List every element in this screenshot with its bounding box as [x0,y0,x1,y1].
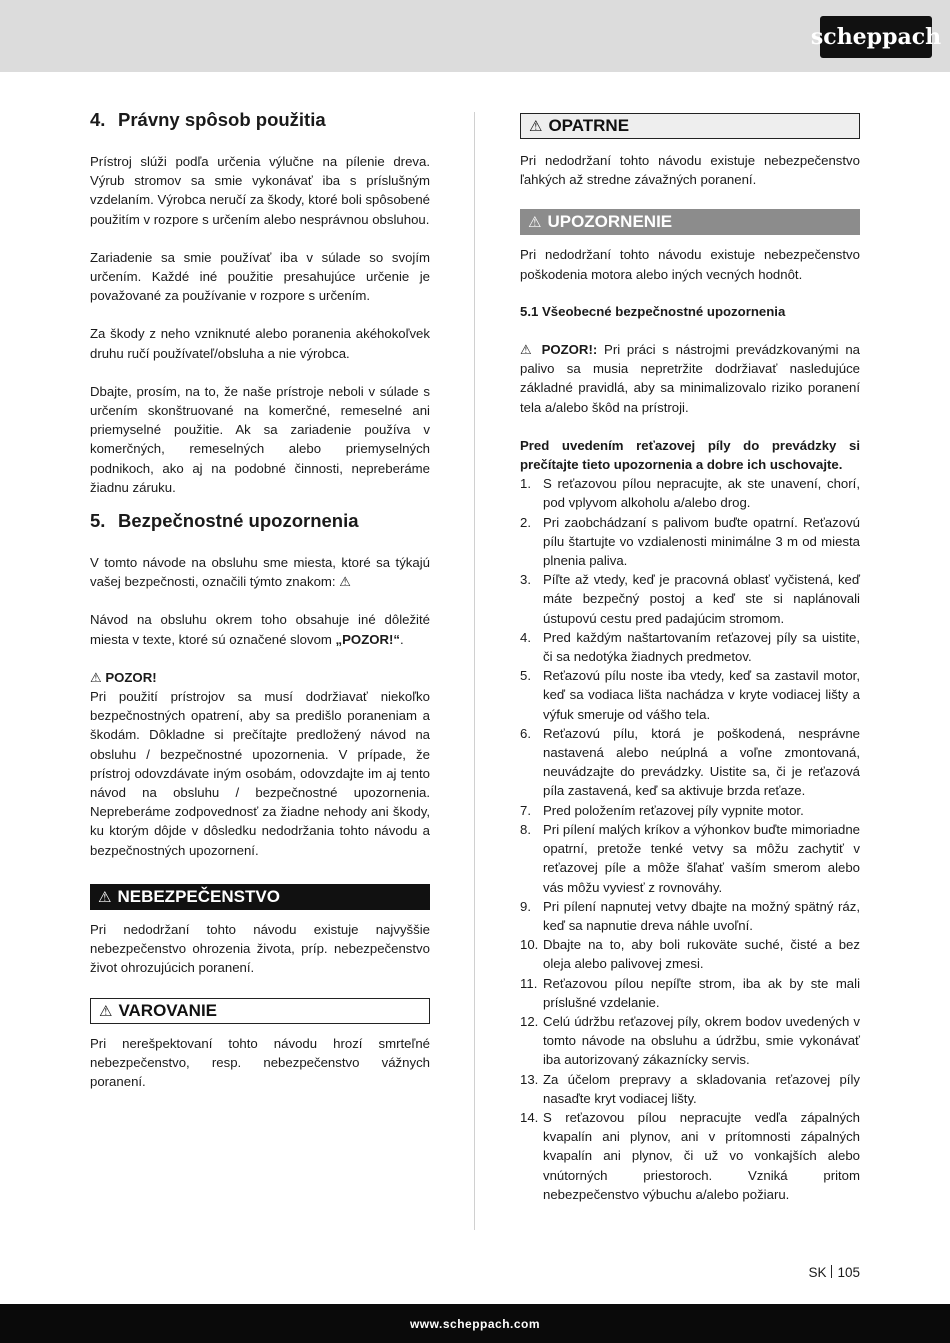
pozor-text: Pri použití prístrojov sa musí dodržiavať niekoľko bezpečnostných opatrení, aby sa predišlo poraneniam a škodám. Dôkladne si prečítajte predložený návod na obsluhu / bezpečnostné upozornenia. V prípade, že prístroj odovzdávate iným osobám, odovzdajte im aj tento návod na obsluhu / bezpečnostné upozornenia. Nepreberáme zodpovednosť za žiadne nehody ani škody, ku ktorým dôjde v dôsledku nedodržania tohto návodu a bezpečnostných upozornení. [90,689,430,858]
list-item-text: Za účelom prepravy a skladovania reťazovej píly nasaďte kryt vodiacej lišty. [543,1071,860,1106]
list-item-text: Pred každým naštartovaním reťazovej píly sa uistite, či sa nedotýka žiadnych predmetov. [543,629,860,665]
list-item-text: S reťazovou pílou nepracujte, ak ste unavení, chorí, pod vplyvom alkoholu a/alebo drog. [543,476,860,511]
warning-triangle-icon: ⚠ [99,1002,113,1020]
list-item-text: Dbajte na to, aby boli rukoväte suché, čisté a bez oleja alebo palivovej zmesi. [543,937,860,972]
warning-triangle-icon: ⚠ [528,214,542,232]
left-column [90,108,430,1091]
section-4-paragraph-2: Zariadenie sa smie používať iba v súlade so svojím určením. Každé iné použitie presahujúce určenie je považované za používanie v rozpore s určením. [90,249,430,304]
page-number: SK 105 [808,1265,860,1280]
danger-text: Pri nedodržaní tohto návodu existuje najvyššie nebezpečenstvo ohrozenia života, príp. nebezpečenstvo život ohrozujúcich poranení. [90,921,430,976]
list-item-number: 13. [520,1071,539,1087]
list-item-number: 4. [520,629,531,645]
warning-triangle-icon: ⚠ [520,342,535,358]
list-item-number: 8. [520,821,531,837]
list-item [520,724,860,801]
list-item [520,1108,860,1204]
list-item [520,801,860,820]
list-item-number: 5. [520,668,531,684]
list-item-text: Reťazovú pílu, ktorá je poškodená, nesprávne nastavená alebo neúplná a voľne zmontovaná, neuvádzajte do prevádzky. Uistite sa, či je reťazová píla zastavená, keď sa aktivuje brzda reťaze. [543,725,860,799]
list-item-number: 1. [520,476,531,492]
section-5-paragraph-1: V tomto návode na obsluhu sme miesta, ktoré sa týkajú vašej bezpečnosti, označili týmto znakom: ⚠ [90,555,430,590]
list-item-text: Pred položením reťazovej píly vypnite motor. [543,802,804,818]
footer-url[interactable]: www.scheppach.com [409,1316,541,1331]
danger-box: ⚠ NEBEZPEČENSTVO [90,884,430,910]
list-item [520,513,860,571]
list-item [520,570,860,628]
list-item-number: 10. [520,937,539,953]
list-item [520,1012,860,1070]
pozor-label: ⚠ POZOR! [90,669,157,685]
list-item [520,897,860,935]
caution-box: ⚠ OPATRNE [520,113,860,139]
list-item-number: 3. [520,572,531,588]
list-item [520,1070,860,1108]
list-item-number: 7. [520,802,531,818]
list-item [520,666,860,724]
list-item-text: Reťazovou pílou nepíľte strom, iba ak by ste mali príslušné vzdelanie. [543,975,860,1010]
scheppach-logo[interactable]: scheppach [820,16,932,58]
notice-box: ⚠ UPOZORNENIE [520,209,860,235]
list-item-number: 11. [520,975,538,991]
list-item-text: Píľte až vtedy, keď je pracovná oblasť vyčistená, keď máte bezpečný postoj a keď ste si naplánovali ústupovú cestu pred padajúcim stromom. [543,572,860,626]
list-item [520,935,860,973]
list-item [520,974,860,1012]
list-item-text: Celú údržbu reťazovej píly, okrem bodov uvedených v tomto návode na obsluhu a údržbu, smie vykonávať iba autorizovaný zákaznícky servis. [543,1013,860,1068]
warning-text: Pri nerešpektovaní tohto návodu hrozí smrteľné nebezpečenstvo, resp. nebezpečenstvo vážnych poranení. [90,1035,430,1089]
list-item-number: 6. [520,725,531,741]
intro-bold-paragraph: Pred uvedením reťazovej píly do prevádzky si prečítajte tieto upozornenia a dobre ich uschovajte. [520,437,860,473]
section-5-1-heading: 5.1 Všeobecné bezpečnostné upozornenia [520,303,786,319]
list-item [520,474,860,512]
warning-triangle-icon: ⚠ [529,118,543,135]
section-5-heading: 5. Bezpečnostné upozornenia [90,510,359,532]
section-4-heading: 4. Právny spôsob použitia [90,109,326,130]
pozor-2-paragraph: ⚠ POZOR!: Pri práci s nástrojmi prevádzkovanými na palivo sa musia nepretržite dodržiavať nasledujúce základné pravidlá, aby sa minimalizovalo riziko poranení tela a/alebo škôd na prístroji. [520,342,861,415]
list-item-number: 14. [520,1109,539,1125]
right-column [520,113,860,1204]
list-item [520,820,860,897]
column-divider [474,112,475,1230]
header-bar [0,0,950,72]
section-5-paragraph-2: Návod na obsluhu okrem toho obsahuje iné dôležité miesta v texte, ktoré sú označené slovom „POZOR!“. [90,612,430,647]
section-4-paragraph-3: Za škody z neho vzniknuté alebo poranenia akéhokoľvek druhu ručí používateľ/obsluha a nie výrobca. [90,326,430,361]
safety-list [520,474,860,1204]
warning-triangle-icon: ⚠ [339,574,351,590]
section-4-paragraph-1: Prístroj slúži podľa určenia výlučne na pílenie dreva. Výrub stromov sa smie vykonávať iba s príslušným vzdelaním. Výrobca neručí za škody, ktoré boli spôsobené použitím v rozpore s určením alebo nesprávnou obsluhou. [90,154,430,227]
warning-box: ⚠ VAROVANIE [90,998,430,1024]
list-item-number: 12. [520,1013,539,1029]
warning-triangle-icon: ⚠ [98,888,112,906]
footer-bar [0,1304,950,1343]
warning-triangle-icon: ⚠ [90,669,102,685]
list-item-text: Pri zaobchádzaní s palivom buďte opatrní. Reťazovú pílu štartujte vo vzdialenosti minimálne 3 m od miesta plnenia paliva. [543,514,860,569]
list-item [520,628,860,666]
caution-text: Pri nedodržaní tohto návodu existuje nebezpečenstvo ľahkých až stredne závažných poranení. [520,153,860,188]
list-item-text: Pri pílení malých kríkov a výhonkov buďte mimoriadne opatrní, pretože tenké vetvy sa môžu zachytiť v reťazovej píle a môže šľahať vaším smerom alebo vás môžu vyviesť z rovnováhy. [543,821,860,895]
section-4-paragraph-4: Dbajte, prosím, na to, že naše prístroje neboli v súlade s určením skonštruované na komerčné, remeselné ani priemyselné použitie. Ak sa zariadenie používa v komerčných, remeselných alebo priemyselných podnikoch, ako aj na podobné činnosti, nepreberáme žiadnu záruku. [90,383,430,495]
list-item-text: Pri pílení napnutej vetvy dbajte na možný spätný ráz, keď sa napnutie dreva náhle uvoľní. [543,898,860,933]
notice-text: Pri nedodržaní tohto návodu existuje nebezpečenstvo poškodenia motora alebo iných vecných hodnôt. [520,247,860,282]
list-item-text: S reťazovou pílou nepracujte vedľa zápalných kvapalín ani plynov, ani v prítomnosti zápalných kvapalín ani plynov, či už vo vonkajších alebo vnútorných priestoroch. Vzniká pritom nebezpečenstvo výbuchu a/alebo požiaru. [543,1109,860,1202]
list-item-number: 2. [520,514,531,530]
list-item-number: 9. [520,898,531,914]
list-item-text: Reťazovú pílu noste iba vtedy, keď sa zastavil motor, keď sa vodiaca lišta nachádza v kryte vodiacej lišty a výfuk smeruje od vášho tela. [543,668,860,722]
